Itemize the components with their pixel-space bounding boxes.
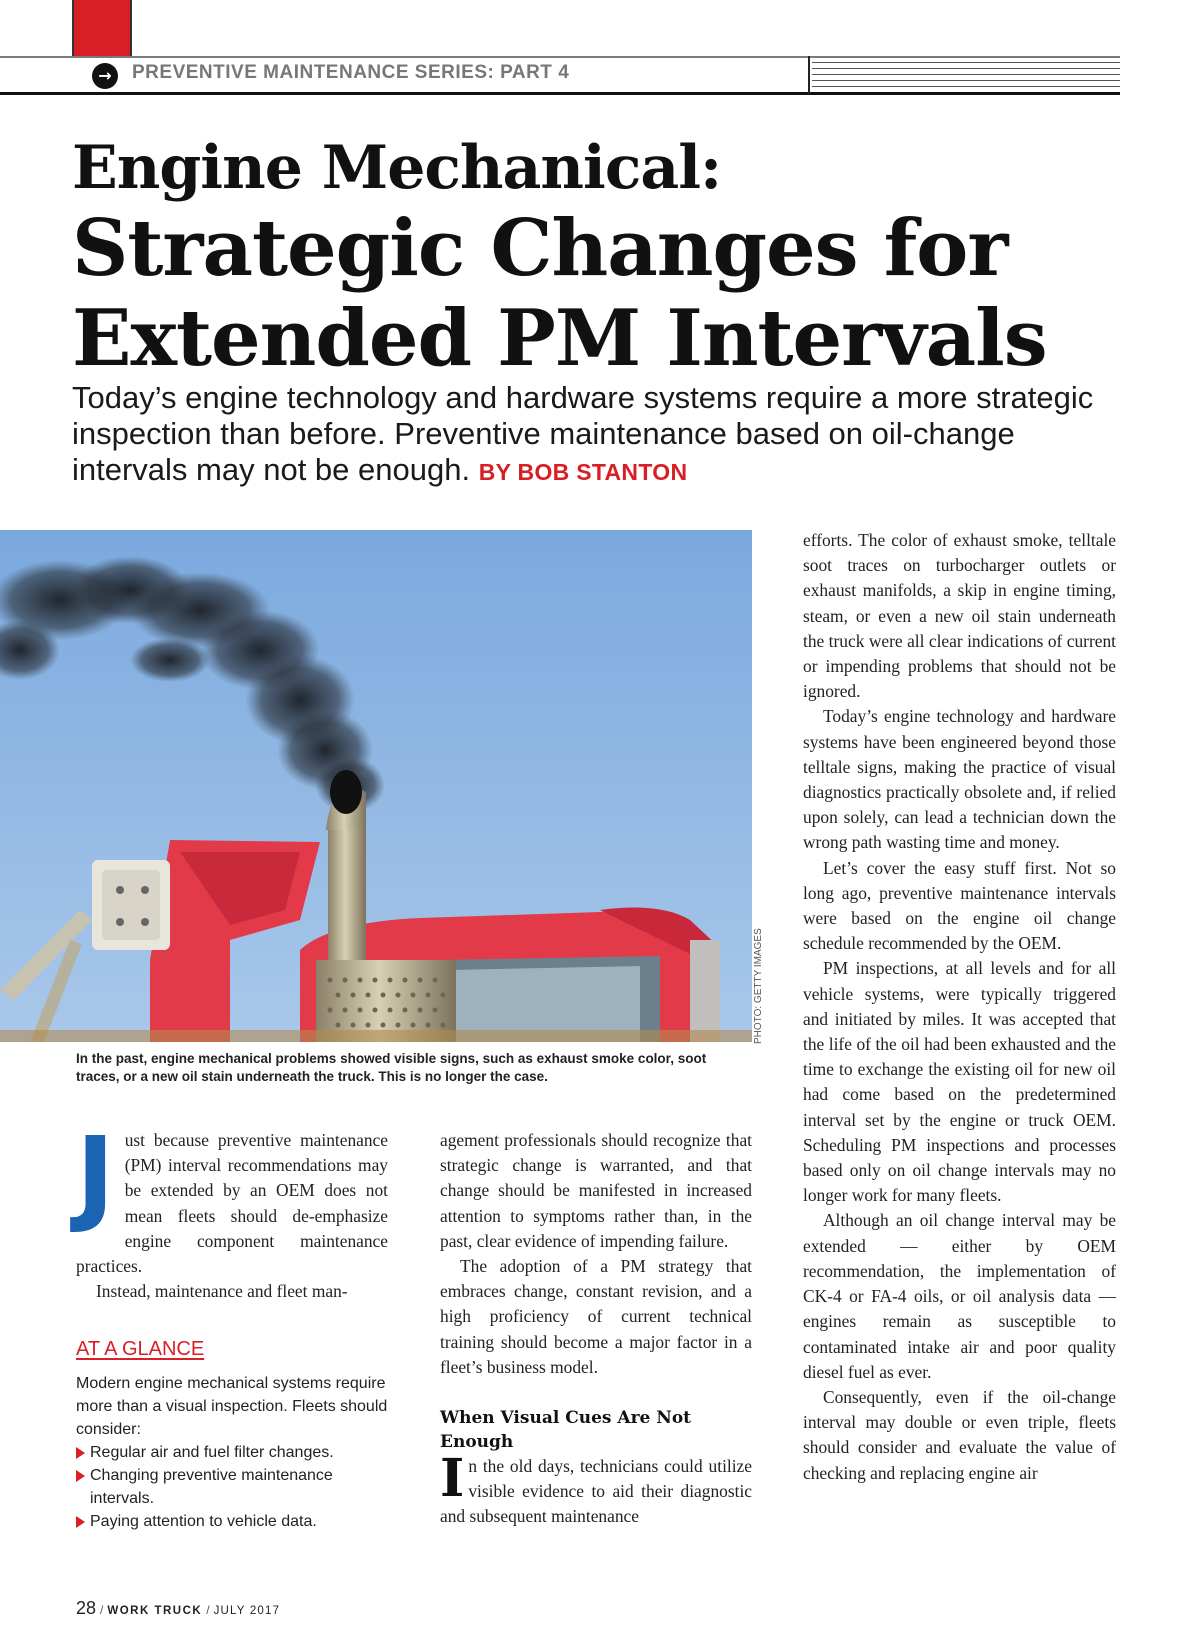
drop-cap-i: I bbox=[440, 1448, 465, 1510]
article-headline bbox=[72, 132, 1132, 384]
at-a-glance-list bbox=[76, 1441, 388, 1533]
series-label: PREVENTIVE MAINTENANCE SERIES: PART 4 bbox=[132, 62, 570, 83]
page-number: 28 bbox=[76, 1598, 97, 1618]
article-deck bbox=[72, 380, 1132, 490]
body-column-1 bbox=[76, 1114, 388, 1304]
list-item: Regular air and fuel filter changes. bbox=[76, 1441, 388, 1464]
paragraph: The adoption of a PM strategy that embraces change, constant revision, and a high proficiency of current technical training should become a major factor in a fleet’s business model. bbox=[440, 1256, 752, 1377]
section-color-tab bbox=[72, 0, 132, 56]
list-item: Paying attention to vehicle data. bbox=[76, 1510, 388, 1533]
list-item: Changing preventive maintenance intervals. bbox=[76, 1464, 388, 1510]
at-a-glance-title: AT A GLANCE bbox=[76, 1338, 205, 1360]
body-column-2 bbox=[440, 1128, 752, 1530]
bullet-triangle-icon bbox=[76, 1447, 85, 1459]
issue-date: JULY 2017 bbox=[213, 1605, 281, 1617]
photo-caption: In the past, engine mechanical problems showed visible signs, such as exhaust smoke color, soot traces, or a new oil stain underneath the truck. This is no longer the case. bbox=[76, 1051, 707, 1084]
at-a-glance-intro: Modern engine mechanical systems require more than a visual inspection. Fleets should consider: bbox=[76, 1375, 388, 1438]
paragraph: Today’s engine technology and hardware systems have been engineered beyond those telltale signs, making the practice of visual diagnostics practically obsolete and, if relied upon solely, can lead a technician down the wrong path wasting time and money. bbox=[803, 706, 1116, 853]
paragraph-intro: Just because preventive maintenance (PM) interval recommendations may be extended by an OEM does not mean fleets should de-emphasize engine component maintenance practices. bbox=[76, 1114, 388, 1277]
footer-separator: / bbox=[100, 1603, 104, 1617]
paragraph: efforts. The color of exhaust smoke, telltale soot traces on turbocharger outlets or exhaust manifolds, a skip in engine timing, steam, or even a new oil stain underneath the truck were all clear indications of current or impending problems that should not be ignored. bbox=[803, 530, 1116, 702]
paragraph: agement professionals should recognize that strategic change is warranted, and that change should be manifested in increased attention to symptoms rather than, in the past, clear evidence of impending failure. bbox=[440, 1130, 752, 1251]
photo-credit: PHOTO: GETTY IMAGES bbox=[753, 928, 764, 1044]
header-decorative-lines bbox=[812, 62, 1120, 90]
headline-line-3: Extended PM Intervals bbox=[72, 293, 1047, 384]
page-footer bbox=[76, 1598, 280, 1619]
headline-line-2: Strategic Changes for bbox=[72, 203, 1008, 294]
article-photo bbox=[0, 530, 752, 1042]
body-column-3 bbox=[803, 528, 1116, 1486]
header-top-rule bbox=[0, 56, 1120, 58]
paragraph: Although an oil change interval may be extended — either by OEM recommendation, the implementation of CK-4 or FA-4 oils, or oil analysis data — engines remain as susceptible to contaminated intake air and poor quality diesel fuel as ever. bbox=[803, 1210, 1116, 1382]
paragraph: Consequently, even if the oil-change interval may double or even triple, fleets should consider and evaluate the value of checking and replacing engine air bbox=[803, 1386, 1116, 1483]
at-a-glance-box bbox=[76, 1336, 388, 1533]
byline: BY BOB STANTON bbox=[478, 459, 688, 485]
footer-separator: / bbox=[206, 1603, 210, 1617]
truck-exhaust-illustration bbox=[0, 530, 752, 1042]
arrow-right-icon: → bbox=[92, 63, 118, 89]
headline-line-1: Engine Mechanical: bbox=[72, 133, 722, 203]
bullet-triangle-icon bbox=[76, 1470, 85, 1482]
bullet-triangle-icon bbox=[76, 1516, 85, 1528]
magazine-name: WORK TRUCK bbox=[107, 1605, 203, 1617]
header-divider bbox=[808, 56, 810, 94]
paragraph: PM inspections, at all levels and for all vehicle systems, were typically triggered and initiated by miles. It was accepted that the life of the oil had been exhausted and the time to exchange the existing oil for new oil had come based on the predetermined interval set by the engine or truck OEM. Scheduling PM inspections and processes based only on oil change intervals may no longer work for many fleets. bbox=[803, 958, 1116, 1206]
drop-cap-j: J bbox=[76, 1114, 115, 1236]
paragraph: Let’s cover the easy stuff first. Not so long ago, preventive maintenance intervals were based on the engine oil change schedule recommended by the OEM. bbox=[803, 857, 1116, 954]
section-subhead: When Visual Cues Are Not Enough bbox=[440, 1408, 692, 1453]
paragraph: In the old days, technicians could utilize visible evidence to aid their diagnostic and subsequent maintenance bbox=[440, 1448, 752, 1527]
paragraph: Instead, maintenance and fleet man- bbox=[96, 1281, 348, 1302]
deck-text: Today’s engine technology and hardware systems require a more strategic inspection than before. Preventive maintenance based on oil-change intervals may not be enough. bbox=[72, 380, 1094, 487]
header-bottom-rule bbox=[0, 92, 1120, 95]
